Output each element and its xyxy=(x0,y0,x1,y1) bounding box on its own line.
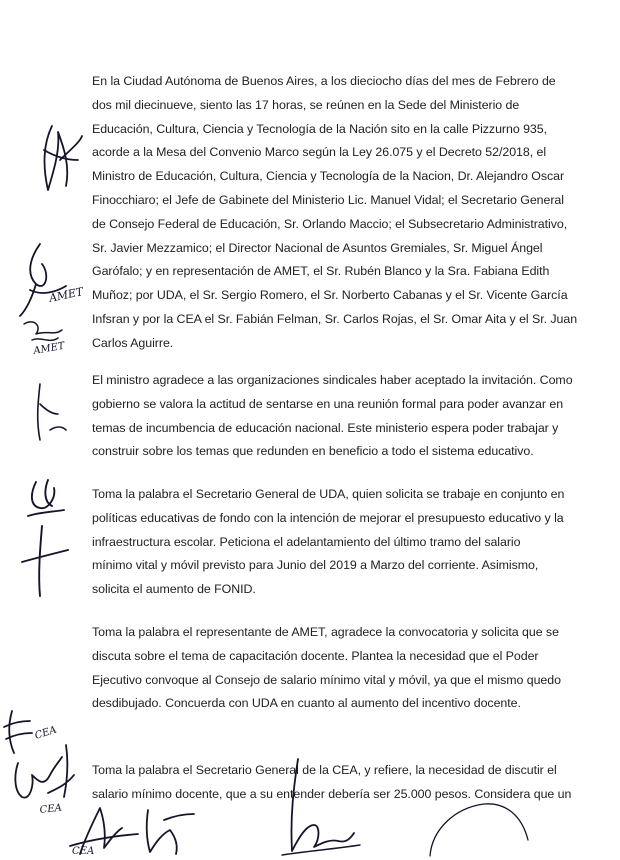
margin-signature-1 xyxy=(30,120,90,200)
text-line: discuta sobre el tema de capacitación docente. Plantea la necesidad que el Poder xyxy=(92,648,539,663)
text-line: acorde a la Mesa del Convenio Marco según la Ley 26.075 y el Decreto 52/2018, el xyxy=(92,145,547,160)
text-line: Ejecutivo convoque al Consejo de salario mínimo vital y móvil, ya que el mismo quedo xyxy=(92,672,561,687)
text-line: temas de incumbencia de educación nacional. Este ministerio espera poder trabajar y xyxy=(92,420,559,435)
text-line: solicita el aumento de FONID. xyxy=(92,582,256,597)
bottom-signature-2 xyxy=(268,755,368,860)
signature-label-cea: CEA xyxy=(72,846,95,857)
paragraph-2 xyxy=(92,369,573,464)
signature-label-amet: AMET xyxy=(47,285,85,305)
signature-label-amet: AMET xyxy=(32,340,66,357)
text-line: Educación, Cultura, Ciencia y Tecnología de la Nación sito en la calle Pizzurno 935, xyxy=(92,121,547,136)
text-line: infraestructura escolar. Peticiona el adelantamiento del último tramo del salario xyxy=(92,534,521,549)
signature-label-cea: CEA xyxy=(33,724,59,742)
bottom-signature-3 xyxy=(410,790,550,860)
margin-signature-uda xyxy=(14,470,74,600)
text-line: En la Ciudad Autónoma de Buenos Aires, a los dieciocho días del mes de Febrero de xyxy=(92,74,556,88)
text-line: Toma la palabra el Secretario General de la CEA, y refiere, la necesidad de discutir el xyxy=(92,763,557,777)
text-line: Infsran y por la CEA el Sr. Fabián Felman, Sr. Carlos Rojas, el Sr. Omar Aita y el Sr. Juan xyxy=(92,311,578,326)
text-line: Ministro de Educación, Cultura, Ciencia y Tecnología de la Nacion, Dr. Alejandro Oscar xyxy=(92,169,565,184)
text-line: desdibujado. Concuerda con UDA en cuanto al aumento del incentivo docente. xyxy=(92,696,521,711)
text-line: El ministro agradece a las organizaciones sindicales haber aceptado la invitación. Como xyxy=(92,373,573,387)
text-line: Garófalo; y en representación de AMET, el Sr. Rubén Blanco y la Sra. Fabiana Edith xyxy=(92,264,550,279)
text-line: Toma la palabra el representante de AMET, agradece la convocatoria y solicita que se xyxy=(92,625,559,639)
text-line: dos mil diecinueve, siento las 17 horas, se reúnen en la Sede del Ministerio de xyxy=(92,97,520,112)
signature-label-cea: CEA xyxy=(39,802,63,816)
text-line: Sr. Javier Mezzamico; el Director Nacional de Asuntos Gremiales, Sr. Miguel Ángel xyxy=(92,240,543,255)
text-line: de Consejo Federal de Educación, Sr. Orlando Maccio; el Subsecretario Administrativo, xyxy=(92,216,568,231)
text-line: salario mínimo docente, que a su entender debería ser 25.000 pesos. Considera que un xyxy=(92,786,572,801)
text-line: Finocchiaro; el Jefe de Gabinete del Ministerio Lic. Manuel Vidal; el Secretario General xyxy=(92,192,564,207)
text-line: Muñoz; por UDA, el Sr. Sergio Romero, el Sr. Norberto Cabanas y el Sr. Vicente García xyxy=(92,288,568,303)
paragraph-3 xyxy=(92,483,565,602)
margin-signature-amet xyxy=(12,240,85,360)
paragraph-1 xyxy=(92,70,578,356)
text-line: Carlos Aguirre. xyxy=(92,335,174,350)
margin-signature-2 xyxy=(22,380,72,450)
text-line: construir sobre los temas que redunden en beneficio a todo el sistema educativo. xyxy=(92,444,534,459)
bottom-signature-1 xyxy=(60,790,220,860)
paragraph-4 xyxy=(92,621,561,716)
text-line: Toma la palabra el Secretario General de UDA, quien solicita se trabaje en conjunto en xyxy=(92,487,565,501)
text-line: gobierno se valora la actitud de sentarse en una reunión formal para poder avanzar en xyxy=(92,396,564,411)
text-line: mínimo vital y móvil previsto para Junio del 2019 a Marzo del corriente. Asimismo, xyxy=(92,558,539,573)
text-line: políticas educativas de fondo con la intención de mejorar el presupuesto educativo y la xyxy=(92,510,564,525)
